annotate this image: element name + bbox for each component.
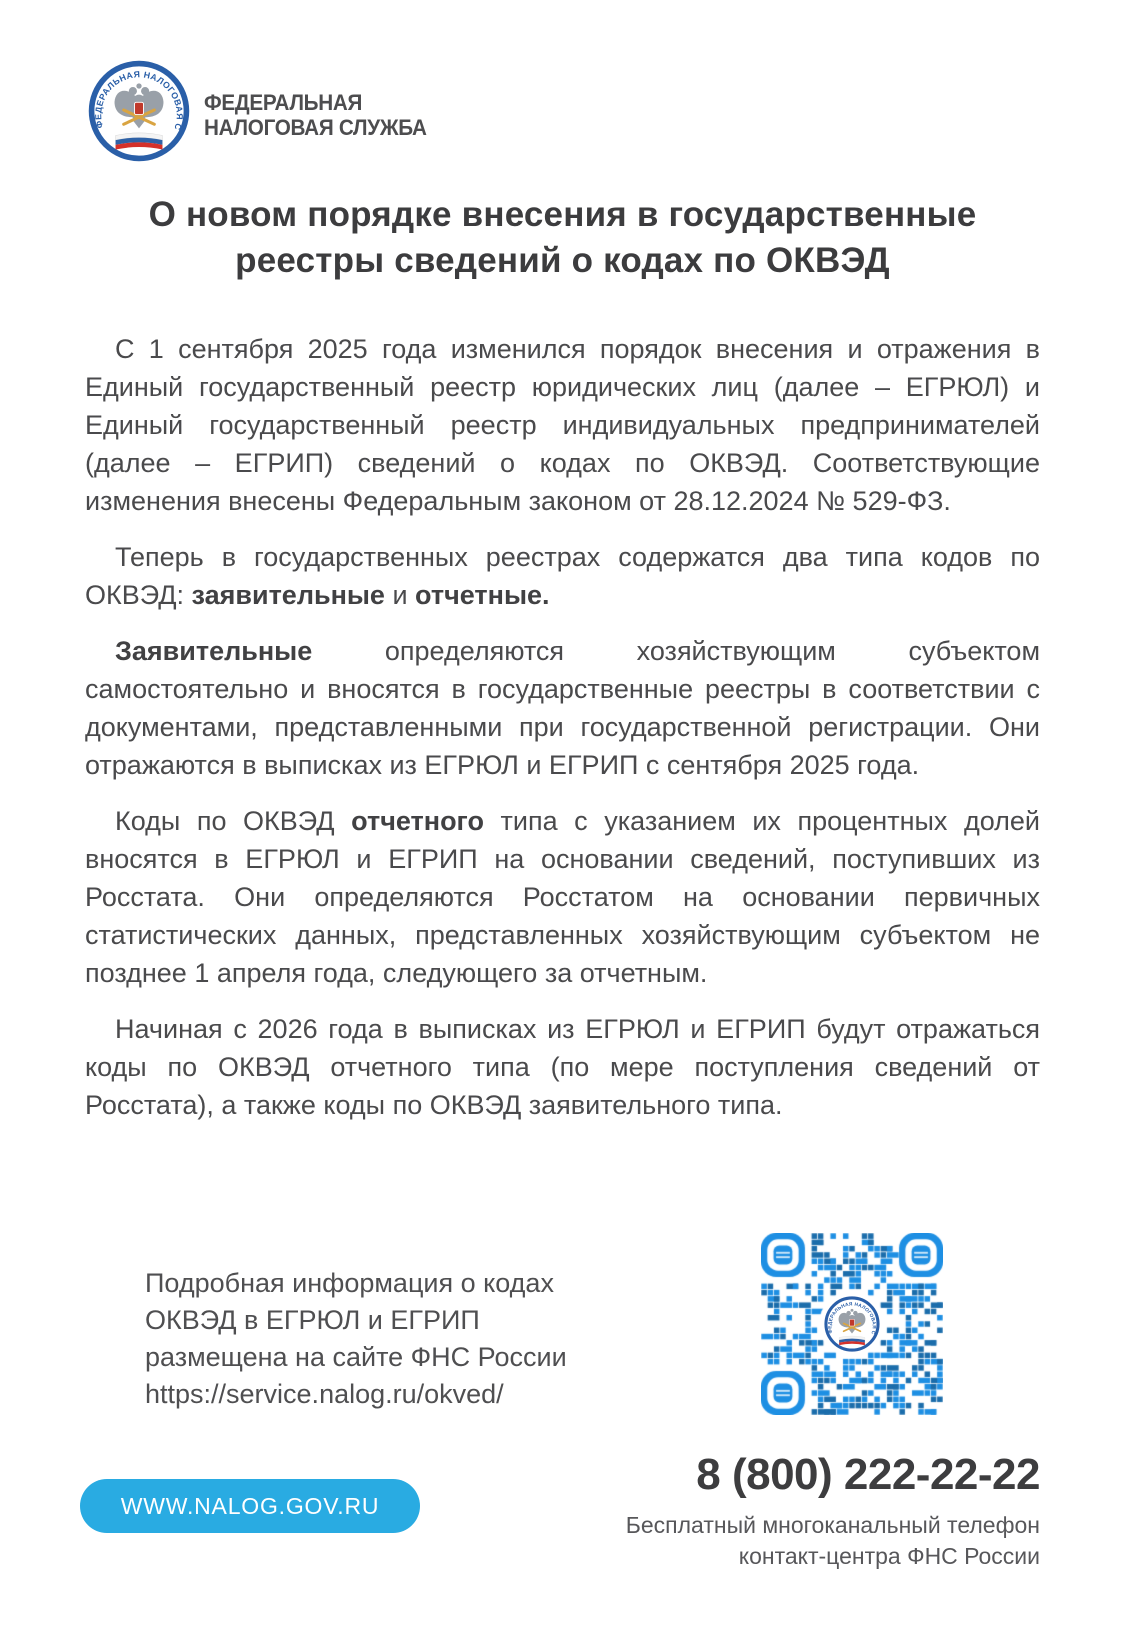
fns-logo <box>88 60 441 162</box>
page-title: О новом порядке внесения в государственные реестры сведений о кодах по ОКВЭД <box>148 195 977 280</box>
phone-caption <box>626 1510 1040 1572</box>
brand-name-line1: ФЕДЕРАЛЬНАЯ <box>204 90 363 115</box>
fns-emblem-icon <box>88 60 190 162</box>
qr-caption-url[interactable]: https://service.nalog.ru/okved/ <box>145 1379 504 1409</box>
paragraph: С 1 сентября 2025 года изменился порядок внесения и отражения в Единый государственный реестр юридических лиц (далее – ЕГРЮЛ) и Единый государственный реестр индивидуальных предпринимателей (далее – ЕГРИП) сведений о кодах по ОКВЭД. Соответствующие изменения внесены Федеральным законом от 28.12.2024 № 529-ФЗ. <box>85 334 1040 516</box>
paragraph: Теперь в государственных реестрах содержатся два типа кодов по ОКВЭД: заявительные и отчетные. <box>85 542 1040 610</box>
qr-caption-line: ОКВЭД в ЕГРЮЛ и ЕГРИП <box>145 1305 480 1335</box>
website-button[interactable] <box>80 1479 420 1533</box>
brand-wordmark <box>204 90 427 140</box>
qr-caption-line: размещена на сайте ФНС России <box>145 1342 567 1372</box>
phone-caption-line2: контакт-центра ФНС России <box>738 1543 1040 1569</box>
qr-code[interactable] <box>761 1233 943 1415</box>
phone-number: 8 (800) 222-22-22 <box>696 1450 1040 1499</box>
qr-caption <box>145 1265 665 1413</box>
brand-name-line2: НАЛОГОВАЯ СЛУЖБА <box>204 115 427 140</box>
fns-emblem-icon <box>824 1296 880 1352</box>
paragraph: Начиная с 2026 года в выписках из ЕГРЮЛ и ЕГРИП будут отражаться коды по ОКВЭД отчетного типа (по мере поступления сведений от Росстата), а также коды по ОКВЭД заявительного типа. <box>85 1014 1040 1120</box>
qr-caption-line: Подробная информация о кодах <box>145 1268 554 1298</box>
paragraph: Коды по ОКВЭД отчетного типа с указанием их процентных долей вносятся в ЕГРЮЛ и ЕГРИП на основании сведений, поступивших из Росстата. Они определяются Росстатом на основании первичных статистических данных, представленных хозяйствующим субъектом не позднее 1 апреля года, следующего за отчетным. <box>85 806 1040 988</box>
website-button-label: WWW.NALOG.GOV.RU <box>120 1492 380 1519</box>
paragraph: Заявительные определяются хозяйствующим субъектом самостоятельно и вносятся в государственные реестры в соответствии с документами, представленными при государственной регистрации. Они отражаются в выписках из ЕГРЮЛ и ЕГРИП с сентября 2025 года. <box>85 636 1040 780</box>
phone-caption-line1: Бесплатный многоканальный телефон <box>625 1512 1040 1538</box>
qr-section <box>85 1195 1040 1430</box>
contact-block <box>626 1450 1040 1572</box>
article-body <box>85 330 1040 1142</box>
